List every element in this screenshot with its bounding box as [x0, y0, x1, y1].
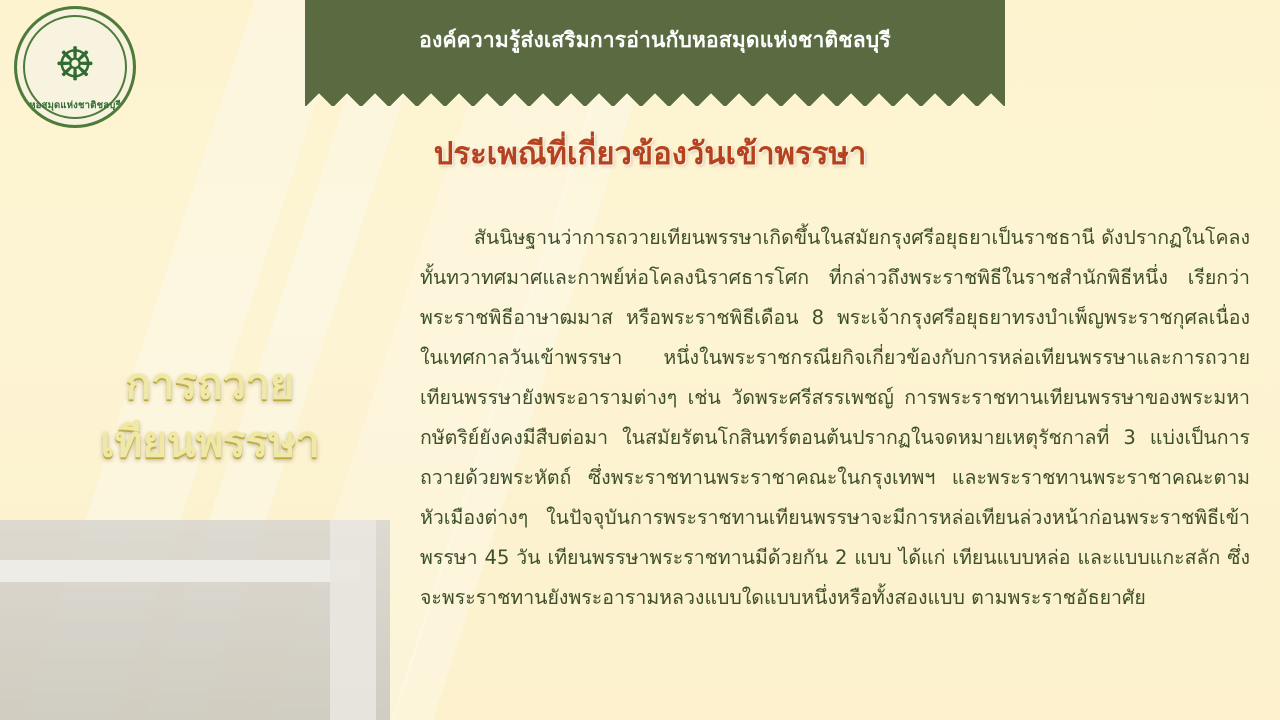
header-banner [305, 0, 1005, 110]
side-heading-line-2: เทียนพรรษา [100, 416, 320, 466]
banner-title: องค์ความรู้ส่งเสริมการอ่านกับหอสมุดแห่งชาติชลบุรี [419, 27, 891, 52]
banner-zigzag-edge [305, 80, 1005, 106]
logo-emblem-icon: ☸ [54, 37, 96, 91]
background-gray-post [330, 520, 376, 720]
side-heading-line-1: การถวาย [125, 359, 295, 408]
side-heading [40, 355, 380, 471]
library-logo [14, 6, 136, 128]
logo-caption: หอสมุดแห่งชาติชลบุรี [29, 100, 121, 111]
body-paragraph: สันนิษฐานว่าการถวายเทียนพรรษาเกิดขึ้นในสมัยกรุงศรีอยุธยาเป็นราชธานี ดังปรากฏในโคลงทั้นทวาทศมาศและกาพย์ห่อโคลงนิราศธารโศก ที่กล่าวถึงพระราชพิธีในราชสำนักพิธีหนึ่ง เรียกว่า พระราชพิธีอาษาฒมาส หรือพระราชพิธีเดือน 8 พระเจ้ากรุงศรีอยุธยาทรงบำเพ็ญพระราชกุศลเนื่องในเทศกาลวันเข้าพรรษา หนึ่งในพระราชกรณียกิจเกี่ยวข้องกับการหล่อเทียนพรรษาและการถวายเทียนพรรษายังพระอารามต่างๆ เช่น วัดพระศรีสรรเพชญ์ การพระราชทานเทียนพรรษาของพระมหากษัตริย์ยังคงมีสืบต่อมา ในสมัยรัตนโกสินทร์ตอนต้นปรากฏในจดหมายเหตุรัชกาลที่ 3 แบ่งเป็นการถวายด้วยพระหัตถ์ ซึ่งพระราชทานพระราชาคณะในกรุงเทพฯ และพระราชทานพระราชาคณะตามหัวเมืองต่างๆ ในปัจจุบันการพระราชทานเทียนพรรษาจะมีการหล่อเทียนล่วงหน้าก่อนพระราชพิธีเข้าพรรษา 45 วัน เทียนพรรษาพระราชทานมีด้วยกัน 2 แบบ ได้แก่ เทียนแบบหล่อ และแบบแกะสลัก ซึ่งจะพระราชทานยังพระอารามหลวงแบบใดแบบหนึ่งหรือทั้งสองแบบ ตามพระราชอัธยาศัย [420, 226, 1250, 609]
background-gray-ledge [0, 560, 360, 582]
page-title: ประเพณีที่เกี่ยวข้องวันเข้าพรรษา [433, 136, 867, 172]
